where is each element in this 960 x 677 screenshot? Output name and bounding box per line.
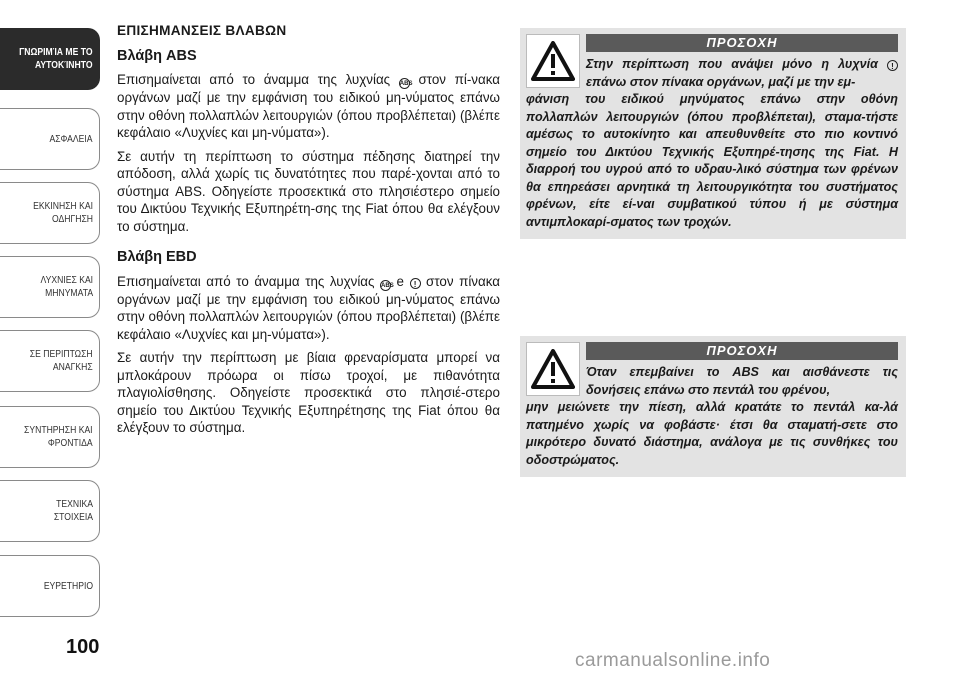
abs-paragraph-2: Σε αυτήν τη περίπτωση το σύστημα πέδησης διατηρεί την απόδοση, αλλά χωρίς τις δυνατότητες που παρέ-χονται από το σύστημα ABS. Οδηγείστε προσεκτικά στο πλησιέστερο σημείο του Δικτύου Τεχνικής Εξυπηρέτη-σης της Fiat όπου θα ελέγξουν το σύστημα. (117, 148, 500, 234)
tab-getting-to-know[interactable] (0, 28, 100, 90)
ebd-paragraph-2: Σε αυτήν την περίπτωση με βίαια φρεναρίσματα μπορεί να μπλοκάρουν πρόωρα οι πίσω τροχοί, με πιθανότητα πλαγιολίσθησης. Οδηγείστε προσεκτικά στο πλησιέ-στερο σημείο του Δικτύου Τεχνικής Εξυπηρέτησης της Fiat όπου θα ελέγξουν το σύστημα. (117, 350, 500, 435)
tab-label: ΣΥΝΤΗΡΗΣΗ ΚΑΙ ΦΡΟΝΤΙΔΑ (24, 424, 93, 449)
abs-warning-icon: ABS (399, 78, 410, 89)
warning-head-text: Όταν επεμβαίνει το ABS και αισθάνεστε τις δονήσεις επάνω στο πεντάλ του φρένου, (586, 365, 898, 397)
brake-warning-icon: ! (887, 60, 898, 71)
tab-label: ΕΥΡΕΤΗΡΙΟ (43, 579, 93, 592)
text-span: στον πίνακα οργάνων μαζί με την εμφάνιση του ειδικού μη-νύματος επάνω στην οθόνη πολλαπλών λειτουργιών (όπου προβλέπεται) (βλέπε κεφάλαιο «Λυχνίες και μη-νύματα»). (117, 273, 501, 342)
tab-warning-lights[interactable] (0, 256, 100, 318)
brake-warning-icon: ! (410, 278, 421, 289)
warning-banner: ΠΡΟΣΟΧΗ (586, 34, 898, 52)
main-content (117, 22, 500, 443)
tab-maintenance[interactable] (0, 406, 100, 468)
warning-body-text: φάνιση του ειδικού μηνύματος επάνω στην οθόνη πολλαπλών λειτουργιών (όπου προβλέπεται), σταμα-τήστε αμέσως το αυτοκίνητο και απευθυνθείτε στο πιο κοντινό σημείο του Δικτύου Τεχνικής Εξυπηρέ-τησης της Fiat. Η διαρροή του υγρού από το υδραυ-λικό σύστημα των φρένων θα επηρεάσει αρνητικά τη λειτουργικότητα του συστήματος φρένων, είτε εί-ναι συμβατικού τύπου ή με σύστημα αντιμπλοκαρί-σματος των τροχών. (526, 92, 898, 229)
warning-head-text (586, 56, 898, 91)
warning-banner: ΠΡΟΣΟΧΗ (586, 342, 898, 360)
warning-box-abs-pedal (520, 336, 906, 477)
warning-box-brake-fluid (520, 28, 906, 239)
tab-label: ΤΕΧΝΙΚΑ ΣΤΟΙΧΕΙΑ (53, 498, 93, 523)
ebd-fault-title: Βλάβη EBD (117, 249, 197, 265)
page-number: 100 (66, 636, 100, 658)
text-span: e (391, 273, 410, 289)
tab-starting-driving[interactable] (0, 182, 100, 244)
text-span: επάνω στον πίνακα οργάνων, μαζί με την εμ- (586, 74, 856, 89)
text-span: Στην περίπτωση που ανάψει μόνο η λυχνία (586, 57, 887, 71)
tab-technical-data[interactable] (0, 480, 100, 542)
tab-safety[interactable] (0, 108, 100, 170)
section-title: ΕΠΙΣΗΜΑΝΣΕΙΣ ΒΛΑΒΩΝ (117, 23, 287, 38)
tab-label: ΑΣΦΑΛΕΙΑ (49, 132, 93, 145)
text-span: στον πί-νακα οργάνων μαζί με την εμφάνιση του ειδικού μη-νύματος επάνω στην οθόνη πολλαπλών λειτουργιών (όπου προβλέπεται) (βλέπε κεφάλαιο «Λυχνίες και μη-νύματα»). (117, 72, 500, 140)
warning-body-text: μην μειώνετε την πίεση, αλλά κρατάτε το πεντάλ κα-λά πατημένο χωρίς να φοβάστε· έτσι θα σταματή-σετε στο μικρότερο δυνατό διάστημα, ανάλογα με τις συνθήκες του οδοστρώματος. (526, 400, 898, 467)
abs-paragraph-1 (117, 71, 500, 142)
warning-triangle-icon (526, 34, 580, 88)
tab-label: ΕΚΚΙΝΗΣΗ ΚΑΙ ΟΔΗΓΗΣΗ (33, 200, 93, 225)
text-span: Επισημαίνεται από το άναμμα της λυχνίας (117, 72, 399, 87)
warning-triangle-icon (526, 342, 580, 396)
tab-label: ΓΝΩΡΙΜΊΑ ΜΕ ΤΟ ΑΥΤΟΚΊΝΗΤΟ (19, 46, 93, 71)
tab-label: ΣΕ ΠΕΡΙΠΤΩΣΗ ΑΝΑΓΚΗΣ (30, 348, 93, 373)
ebd-paragraph-1 (117, 273, 500, 344)
watermark: carmanualsonline.info (575, 650, 771, 671)
tab-index[interactable] (0, 555, 100, 617)
tab-emergency[interactable] (0, 330, 100, 392)
tab-label: ΛΥΧΝΙΕΣ ΚΑΙ ΜΗΝΥΜΑΤΑ (40, 274, 93, 299)
text-span: Επισημαίνεται από το άναμμα της λυχνίας (117, 273, 381, 289)
abs-warning-icon: ABS (380, 280, 391, 291)
abs-fault-title: Βλάβη ABS (117, 47, 197, 64)
